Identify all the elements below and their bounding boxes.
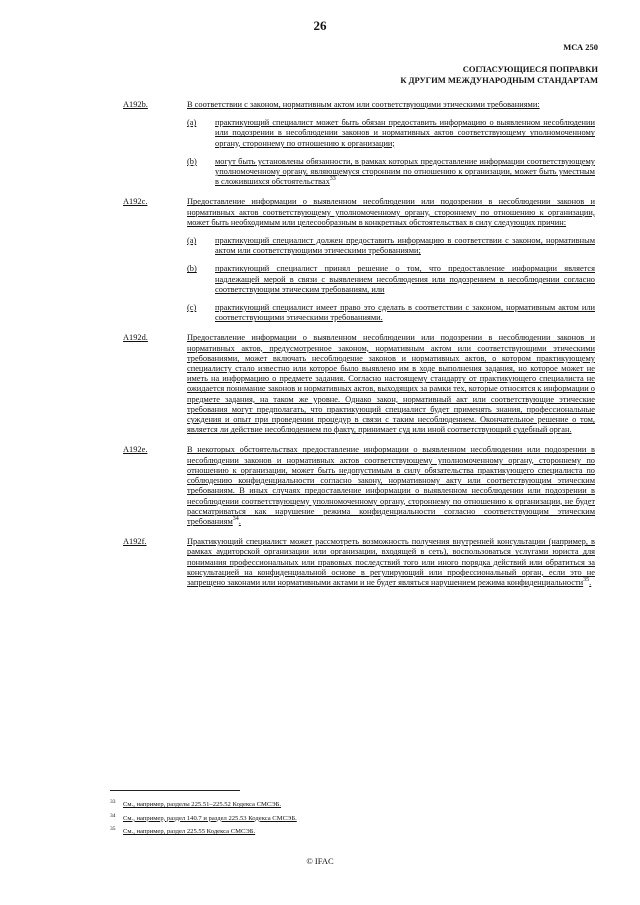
standard-code: МСА 250	[563, 42, 598, 52]
paragraph-text: Предоставление информации о выявленном несоблюдении или подозрении в несоблюдении законов и нормативных актов, предусмотренное законом, нормативным актом или соответствующими этическими требованиями, может включать несоблюдение законов и нормативных актов, о котором практикующему специалисту стало известно или которое было выявлено им в ходе выполнения задания, но которое может не иметь на информацию о предмете задания. Согласно настоящему стандарту от практикующего специалиста не ожидается понимание законов и нормативных актов, выходящих за рамки тех, которые относятся к информации о предмете задания, на таком же уровне. Однако закон, нормативный акт или соответствующие этические требования могут предполагать, что практикующий специалист будет применять знания, профессиональные суждения и опыт при проведении процедур в связи с таким несоблюдением. Окончательное решение о том, является ли действие несоблюдением по факту, принимает суд или иной соответствующий судебный орган.	[187, 333, 595, 435]
paragraph-text: Практикующий специалист может рассмотреть возможность получения внутренней консультации (например, в рамках аудиторской организации или организации, входящей в сеть), воспользоваться услугами юриста для понимания профессиональных или правовых последствий того или иного порядка действий или обратиться за консультацией на конфиденциальной основе в регулирующий или профессиональный орган, если это не запрещено законами или нормативными актами и не будет являться нарушением режима конфиденциальности	[187, 537, 595, 587]
paragraph-a192e: A192e. В некоторых обстоятельствах предоставление информации о выявленном несоблюдении или подозрении в несоблюдении законов и нормативных актов соответствующему уполномоченному органу, стороннему по отношению к организации, может быть недопустимым в силу обязательства практикующего специалиста по соблюдению конфиденциальности согласно закону, нормативному акту или соответствующим этическим требованиям. В иных случаях предоставление информации о выявленном несоблюдении или подозрении в несоблюдении соответствующему уполномоченному органу, стороннему по отношению к организации, не будет рассматриваться как нарушение режима конфиденциальности согласно соответствующим этическим требованиям$^{34}$.	[123, 445, 595, 526]
list-item-letter: (a)	[187, 118, 197, 128]
copyright-footer: © IFAC	[306, 856, 334, 866]
list-item-letter: (c)	[187, 303, 197, 313]
list-item	[187, 236, 595, 256]
footnote	[110, 825, 530, 839]
footnote-divider	[110, 790, 240, 791]
list-item	[187, 157, 595, 188]
footnote-ref[interactable]: 35	[583, 577, 590, 584]
paragraph-text: В соответствии с законом, нормативным актом или соответствующими этическими требованиями:	[187, 100, 540, 109]
list-item-text: практикующий специалист может быть обязан предоставить информацию о выявленном несоблюдении или подозрении в несоблюдении законов и нормативных актов соответствующему уполномоченному органу, стороннему по отношению к организации;	[215, 118, 595, 148]
paragraph-code: A192f.	[123, 537, 147, 547]
paragraph-text: Предоставление информации о выявленном несоблюдении или подозрении в несоблюдении законов и нормативных актов соответствующему уполномоченному органу, стороннему по отношению к организации, может быть необходимым или целесообразным в конкретных обстоятельствах в силу следующих причин:	[187, 197, 595, 227]
footnote-ref[interactable]: 33	[329, 176, 336, 183]
list-item-text: практикующий специалист принял решение о том, что предоставление информации является надлежащей мерой в связи с выявлением несоблюдения или подозрением в несоблюдении согласно соответствующим этическим требованиям, или	[215, 264, 595, 294]
footnote-text: См., например, раздел 225.55 Кодекса СМСЭБ.	[123, 828, 256, 835]
heading-line-2: К ДРУГИМ МЕЖДУНАРОДНЫМ СТАНДАРТАМ	[400, 75, 598, 85]
list-item-letter: (b)	[187, 264, 197, 274]
list-item	[187, 118, 595, 149]
paragraph-code: A192d.	[123, 333, 148, 343]
list-item-text: практикующий специалист должен предоставить информацию в соответствии с законом, нормативным актом или соответствующими этическими требованиями;	[215, 236, 595, 256]
footnote-number: 33	[110, 799, 116, 805]
paragraph-code: A192e.	[123, 445, 148, 455]
paragraph-a192c	[123, 197, 595, 323]
page-number: 26	[313, 18, 327, 33]
footnote	[110, 798, 530, 812]
section-heading	[298, 64, 598, 86]
footnote-number: 35	[110, 826, 116, 832]
paragraph-a192d	[123, 333, 595, 435]
list-item-letter: (a)	[187, 236, 197, 246]
footnote-number: 34	[110, 812, 116, 819]
list-item-text: могут быть установлены обязанности, в рамках которых предоставление информации соответствующему уполномоченному органу, являющемуся сторонним по отношению к организации, может быть уместным в сложившихся обстоятельствах	[215, 156, 595, 187]
paragraph-a192f: A192f. Практикующий специалист может рассмотреть возможность получения внутренней консультации (например, в рамках аудиторской организации или организации, входящей в сеть), воспользоваться услугами юриста для понимания профессиональных или правовых последствий того или иного порядка действий или обратиться за консультацией на конфиденциальной основе в регулирующий или профессиональный орган, если это не запрещено законами или нормативными актами и не будет являться нарушением режима конфиденциальности$^{35}$.	[123, 537, 595, 587]
list-item	[187, 264, 595, 295]
paragraph-a192b	[123, 100, 595, 187]
list-item-letter: (b)	[187, 156, 197, 166]
footnotes	[110, 798, 530, 839]
paragraph-code: A192b.	[123, 100, 148, 109]
footnote-text: См., например, разделы 225.51–225.52 Кодекса СМСЭБ.	[123, 801, 282, 808]
paragraph-code: A192c.	[123, 197, 148, 207]
list-item	[187, 303, 595, 323]
paragraph-text: В некоторых обстоятельствах предоставление информации о выявленном несоблюдении или подозрении в несоблюдении законов и нормативных актов соответствующему уполномоченному органу, стороннему по отношению к организации, может быть недопустимым в силу обязательства практикующего специалиста по соблюдению конфиденциальности согласно закону, нормативному акту или соответствующим этическим требованиям. В иных случаях предоставление информации о выявленном несоблюдении или подозрении в несоблюдении соответствующему уполномоченному органу, стороннему по отношению к организации, не будет рассматриваться как нарушение режима конфиденциальности согласно соответствующим этическим требованиям	[187, 445, 595, 526]
document-body	[123, 100, 595, 588]
footnote-text: См., например, раздел 140.7 и раздел 225.53 Кодекса СМСЭБ.	[123, 814, 297, 822]
heading-line-1: СОГЛАСУЮЩИЕСЯ ПОПРАВКИ	[462, 64, 598, 74]
footnote-ref[interactable]: 34	[232, 516, 239, 523]
list-item-text: практикующий специалист имеет право это сделать в соответствии с законом, нормативным актом или соответствующими этическими требованиями.	[215, 303, 595, 323]
footnote	[110, 812, 530, 826]
